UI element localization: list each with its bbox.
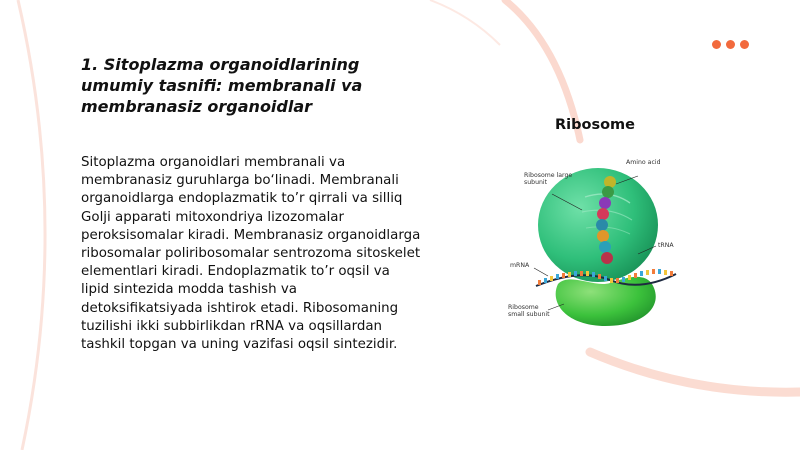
- label-trna: tRNA: [658, 242, 674, 249]
- label-amino-acid: Amino acid: [626, 159, 661, 166]
- slide-title: 1. Sitoplazma organoidlarining umumiy tasnifi: membranali va membranasiz organoidlar: [81, 55, 363, 116]
- dot-icon: [740, 40, 749, 49]
- diagram-title: Ribosome: [554, 117, 635, 133]
- dot-icon: [712, 40, 721, 49]
- slide-body-text: Sitoplazma organoidlari membranali va membranasiz guruhlarga bo‘linadi. Membranali organoidlarga endoplazmatik to’r qirrali va silliq Golji apparati mitoxondriya lizozomalar peroksisomalar kiradi. Membranasiz organoidlarga ribosomalar poliribosomalar sentrozoma sitoskelet elementlari kiradi. Endoplazmatik to’r oqsil va lipid sintezida modda tashish va detoksifikatsiyada ishtirok etadi. Ribosomaning tuzilishi ikki subbirlikdan rRNA va oqsillardan tashkil topgan va uning vazifasi oqsil sintezidir.: [81, 155, 421, 353]
- label-small-subunit: Ribosome small subunit: [508, 304, 550, 318]
- label-mrna: mRNA: [510, 262, 530, 269]
- label-large-subunit: Ribosome large subunit: [524, 172, 573, 186]
- ribosome-diagram: [490, 112, 700, 344]
- dot-icon: [726, 40, 735, 49]
- decorative-dots: [712, 40, 749, 49]
